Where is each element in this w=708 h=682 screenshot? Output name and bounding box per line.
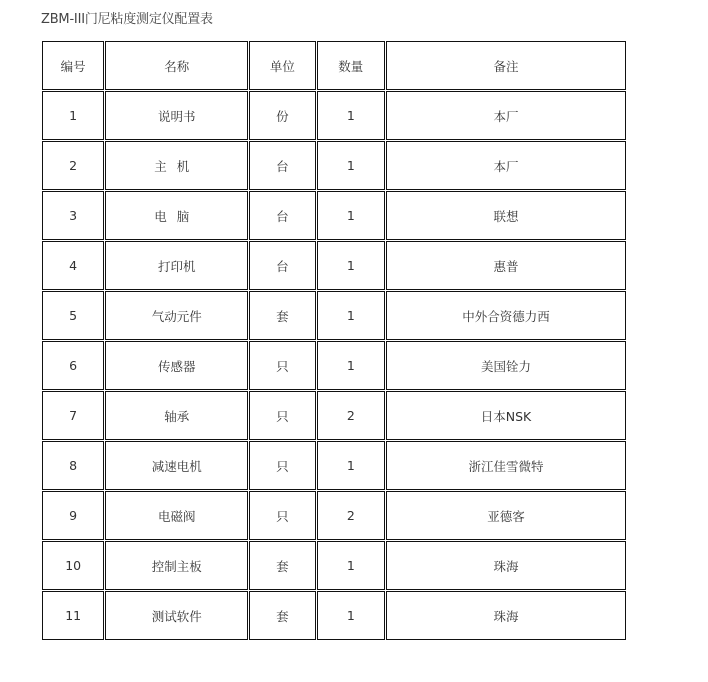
table-header-row	[42, 41, 626, 90]
cell-no: 8	[42, 441, 104, 490]
cell-unit: 份	[249, 91, 315, 140]
table-row	[42, 291, 626, 340]
configuration-table	[41, 40, 627, 641]
cell-unit: 台	[249, 241, 315, 290]
cell-name: 说明书	[105, 91, 248, 140]
cell-name: 电磁阀	[105, 491, 248, 540]
cell-remark: 珠海	[386, 591, 626, 640]
cell-qty: 1	[317, 191, 385, 240]
cell-no: 7	[42, 391, 104, 440]
cell-qty: 1	[317, 91, 385, 140]
cell-no: 1	[42, 91, 104, 140]
header-qty: 数量	[317, 41, 385, 90]
header-name: 名称	[105, 41, 248, 90]
cell-name: 主机	[105, 141, 248, 190]
cell-qty: 1	[317, 541, 385, 590]
cell-unit: 套	[249, 541, 315, 590]
cell-remark: 浙江佳雪微特	[386, 441, 626, 490]
cell-name: 减速电机	[105, 441, 248, 490]
cell-remark: 本厂	[386, 91, 626, 140]
cell-qty: 2	[317, 391, 385, 440]
cell-remark: 惠普	[386, 241, 626, 290]
cell-remark: 美国铨力	[386, 341, 626, 390]
header-remark: 备注	[386, 41, 626, 90]
document-title: ZBM-III门尼粘度测定仪配置表	[41, 12, 213, 27]
table-row	[42, 391, 626, 440]
cell-qty: 1	[317, 291, 385, 340]
table-row	[42, 91, 626, 140]
table-row	[42, 191, 626, 240]
cell-remark: 联想	[386, 191, 626, 240]
cell-name: 打印机	[105, 241, 248, 290]
cell-name: 控制主板	[105, 541, 248, 590]
cell-unit: 台	[249, 191, 315, 240]
header-unit: 单位	[249, 41, 315, 90]
cell-remark: 日本NSK	[386, 391, 626, 440]
cell-remark: 珠海	[386, 541, 626, 590]
cell-no: 3	[42, 191, 104, 240]
table-row	[42, 591, 626, 640]
cell-no: 2	[42, 141, 104, 190]
cell-qty: 1	[317, 591, 385, 640]
cell-no: 5	[42, 291, 104, 340]
cell-no: 11	[42, 591, 104, 640]
cell-unit: 台	[249, 141, 315, 190]
cell-name: 传感器	[105, 341, 248, 390]
table-row	[42, 341, 626, 390]
cell-name: 测试软件	[105, 591, 248, 640]
cell-remark: 本厂	[386, 141, 626, 190]
table-row	[42, 491, 626, 540]
cell-qty: 1	[317, 441, 385, 490]
table-row	[42, 541, 626, 590]
table-row	[42, 441, 626, 490]
cell-name: 轴承	[105, 391, 248, 440]
table-row	[42, 241, 626, 290]
cell-remark: 亚德客	[386, 491, 626, 540]
cell-unit: 只	[249, 441, 315, 490]
cell-qty: 1	[317, 241, 385, 290]
table-row	[42, 141, 626, 190]
cell-no: 6	[42, 341, 104, 390]
header-no: 编号	[42, 41, 104, 90]
cell-unit: 套	[249, 591, 315, 640]
cell-qty: 2	[317, 491, 385, 540]
cell-remark: 中外合资德力西	[386, 291, 626, 340]
cell-unit: 套	[249, 291, 315, 340]
cell-no: 9	[42, 491, 104, 540]
cell-qty: 1	[317, 141, 385, 190]
cell-qty: 1	[317, 341, 385, 390]
cell-unit: 只	[249, 341, 315, 390]
cell-unit: 只	[249, 491, 315, 540]
cell-no: 4	[42, 241, 104, 290]
cell-name: 气动元件	[105, 291, 248, 340]
cell-no: 10	[42, 541, 104, 590]
cell-unit: 只	[249, 391, 315, 440]
cell-name: 电脑	[105, 191, 248, 240]
